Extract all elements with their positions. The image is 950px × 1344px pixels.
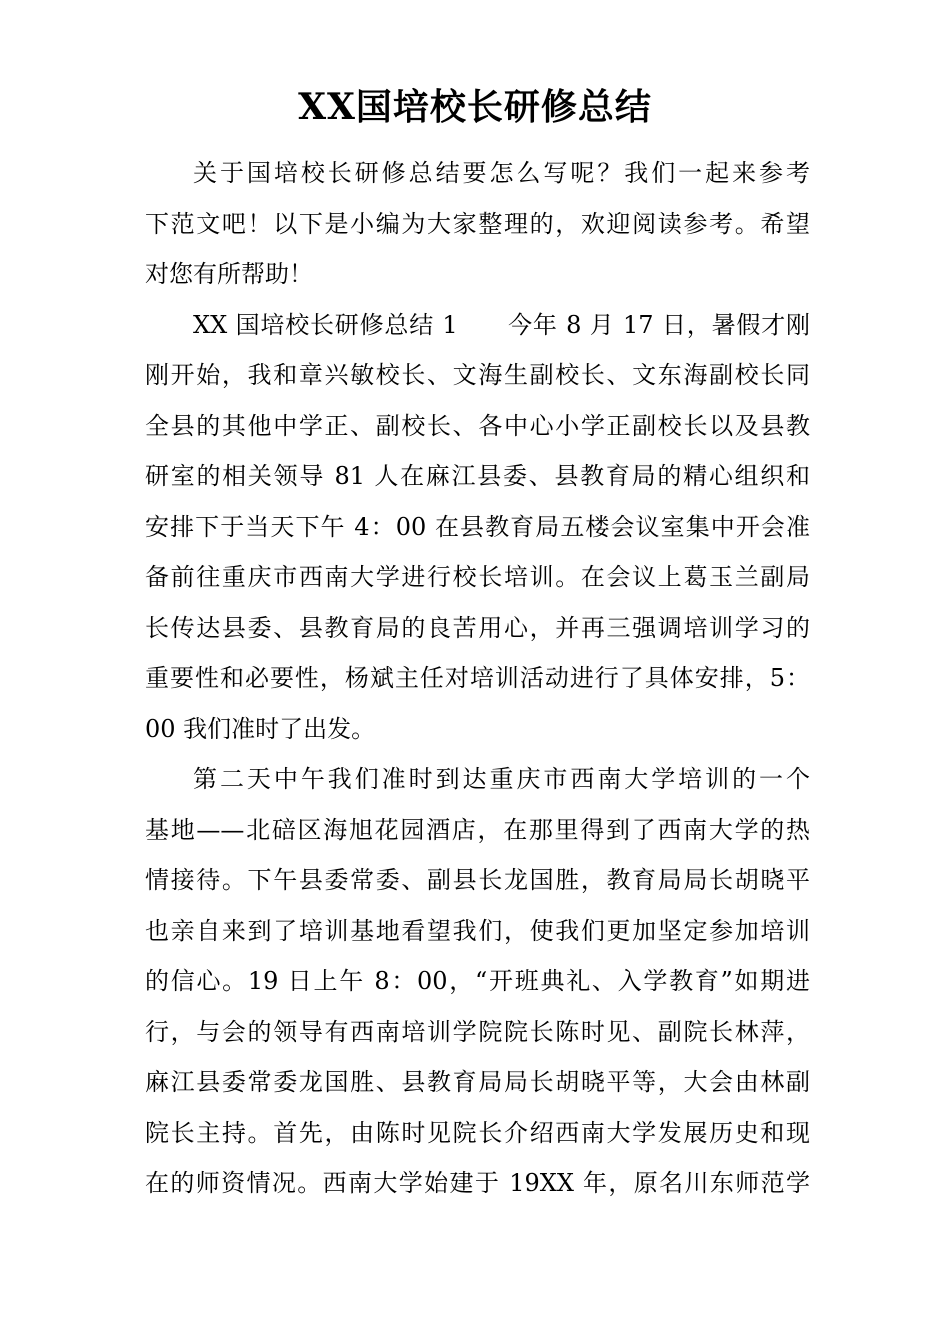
text-line: 院长主持。首先，由陈时见院长介绍西南大学发展历史和现 [145,1118,810,1147]
text-line: 基地——北碚区海旭花园酒店，在那里得到了西南大学的热 [145,815,810,844]
text-line: 在的师资情况。西南大学始建于 19XX 年，原名川东师范学 [145,1169,810,1197]
text-line: 也亲自来到了培训基地看望我们，使我们更加坚定参加培训 [145,916,810,945]
text-line: 情接待。下午县委常委、副县长龙国胜，教育局局长胡晓平 [145,866,810,894]
text-line: XX 国培校长研修总结 1 今年 8 月 17 日，暑假才刚 [193,310,810,339]
text-line: 重要性和必要性，杨斌主任对培训活动进行了具体安排，5： [145,664,810,692]
paragraph-summary-1 [145,300,810,755]
text-line: 麻江县委常委龙国胜、县教育局局长胡晓平等，大会由林副 [145,1068,810,1096]
text-line: 备前往重庆市西南大学进行校长培训。在会议上葛玉兰副局 [145,563,810,591]
text-line: 安排下于当天下午 4：00 在县教育局五楼会议室集中开会准 [145,512,810,541]
text-line: 对您有所帮助！ [145,260,313,288]
text-line: 下范文吧！以下是小编为大家整理的，欢迎阅读参考。希望 [145,209,810,238]
text-line: 第二天中午我们准时到达重庆市西南大学培训的一个 [193,765,810,793]
text-line: 研室的相关领导 81 人在麻江县委、县教育局的精心组织和 [145,462,810,490]
text-line: 行，与会的领导有西南培训学院院长陈时见、副院长林萍， [145,1017,810,1046]
paragraph-intro [145,148,810,300]
document-title: XX国培校长研修总结 [298,86,652,128]
text-line: 00 我们准时了出发。 [145,714,376,743]
text-line: 全县的其他中学正、副校长、各中心小学正副校长以及县教 [145,411,810,440]
paragraph-second-day [145,754,810,1209]
text-line: 长传达县委、县教育局的良苦用心，并再三强调培训学习的 [145,613,810,642]
document-body [145,148,810,1209]
text-line: 关于国培校长研修总结要怎么写呢？我们一起来参考 [193,159,810,187]
text-line: 的信心。19 日上午 8：00，“开班典礼、入学教育”如期进 [145,967,810,995]
text-line: 刚开始，我和章兴敏校长、文海生副校长、文东海副校长同 [145,361,810,389]
